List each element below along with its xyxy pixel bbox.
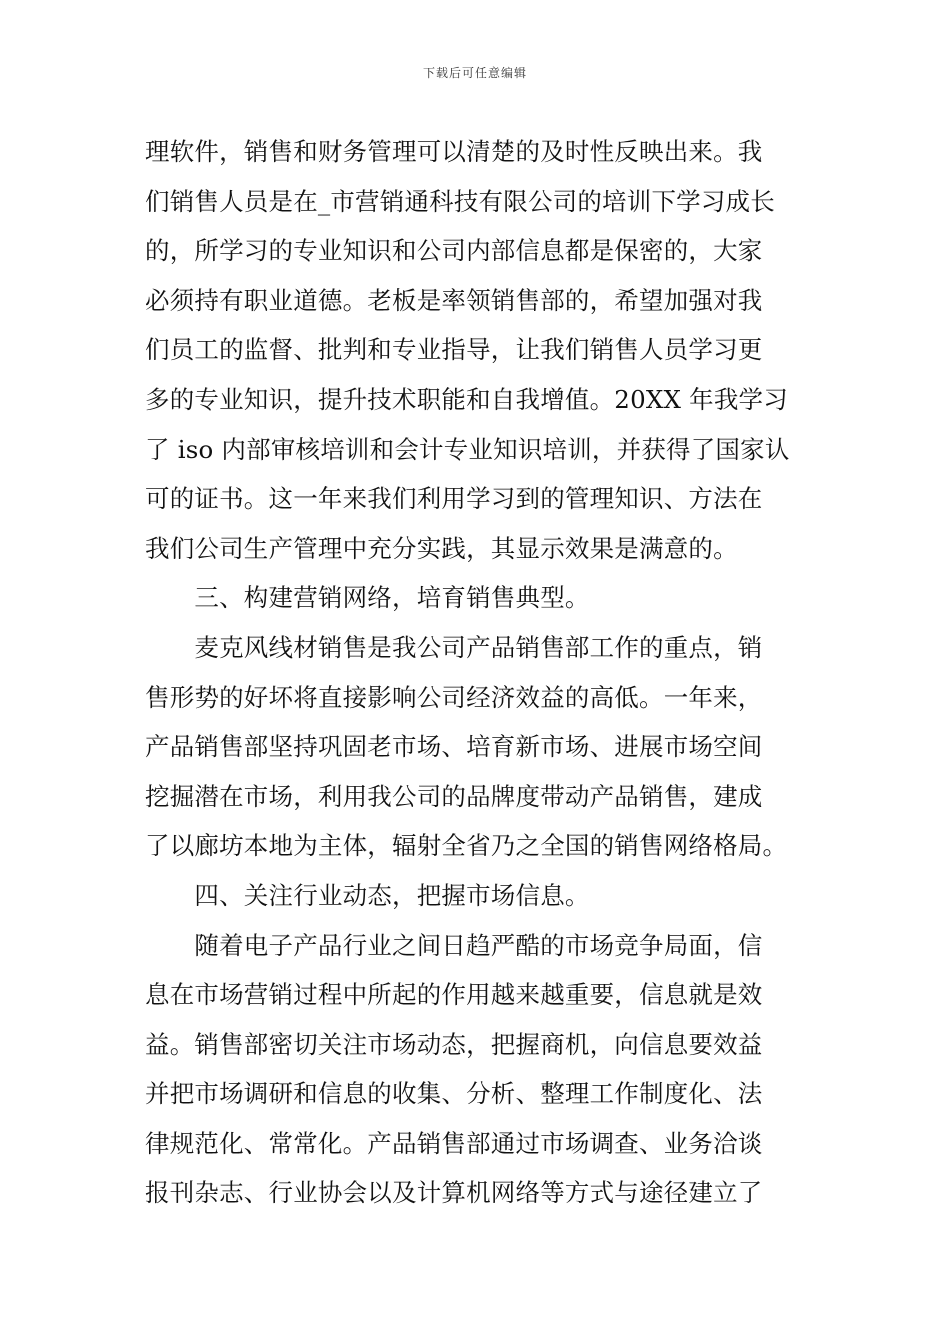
- text-line: 多的专业知识，提升技术职能和自我增值。20XX 年我学习: [145, 384, 788, 414]
- text-line: 并把市场调研和信息的收集、分析、整理工作制度化、法: [145, 1079, 763, 1109]
- document-body: [145, 127, 810, 1218]
- text-line: 了以廊坊本地为主体，辐射全省乃之全国的销售网络格局。: [145, 831, 788, 861]
- text-line: 随着电子产品行业之间日趋严酷的市场竞争局面，信: [145, 930, 763, 960]
- text-line: 可的证书。这一年来我们利用学习到的管理知识、方法在: [145, 484, 763, 514]
- text-line: 产品销售部坚持巩固老市场、培育新市场、进展市场空间: [145, 732, 763, 762]
- text-line: 律规范化、常常化。产品销售部通过市场调查、业务洽谈: [145, 1128, 763, 1158]
- text-line: 们销售人员是在_市营销通科技有限公司的培训下学习成长: [145, 186, 775, 216]
- section-heading: 三、构建营销网络，培育销售典型。: [145, 583, 590, 613]
- text-line: 的，所学习的专业知识和公司内部信息都是保密的，大家: [145, 236, 763, 266]
- section-heading: 四、关注行业动态，把握市场信息。: [145, 880, 590, 910]
- page-header: 下载后可任意编辑: [422, 66, 527, 80]
- text-line: 挖掘潜在市场，利用我公司的品牌度带动产品销售，建成: [145, 781, 763, 811]
- text-line: 必须持有职业道德。老板是率领销售部的，希望加强对我: [145, 285, 763, 315]
- text-line: 麦克风线材销售是我公司产品销售部工作的重点，销: [145, 632, 763, 662]
- text-line: 我们公司生产管理中充分实践，其显示效果是满意的。: [145, 533, 738, 563]
- text-line: 理软件，销售和财务管理可以清楚的及时性反映出来。我: [145, 137, 763, 166]
- text-line: 息在市场营销过程中所起的作用越来越重要，信息就是效: [145, 980, 763, 1010]
- text-line: 了 iso 内部审核培训和会计专业知识培训，并获得了国家认: [145, 434, 790, 464]
- text-line: 们员工的监督、批判和专业指导，让我们销售人员学习更: [145, 335, 763, 365]
- text-line: 报刊杂志、行业协会以及计算机网络等方式与途径建立了: [145, 1178, 763, 1208]
- text-line: 益。销售部密切关注市场动态，把握商机，向信息要效益: [145, 1029, 763, 1059]
- text-line: 售形势的好坏将直接影响公司经济效益的高低。一年来，: [145, 682, 763, 712]
